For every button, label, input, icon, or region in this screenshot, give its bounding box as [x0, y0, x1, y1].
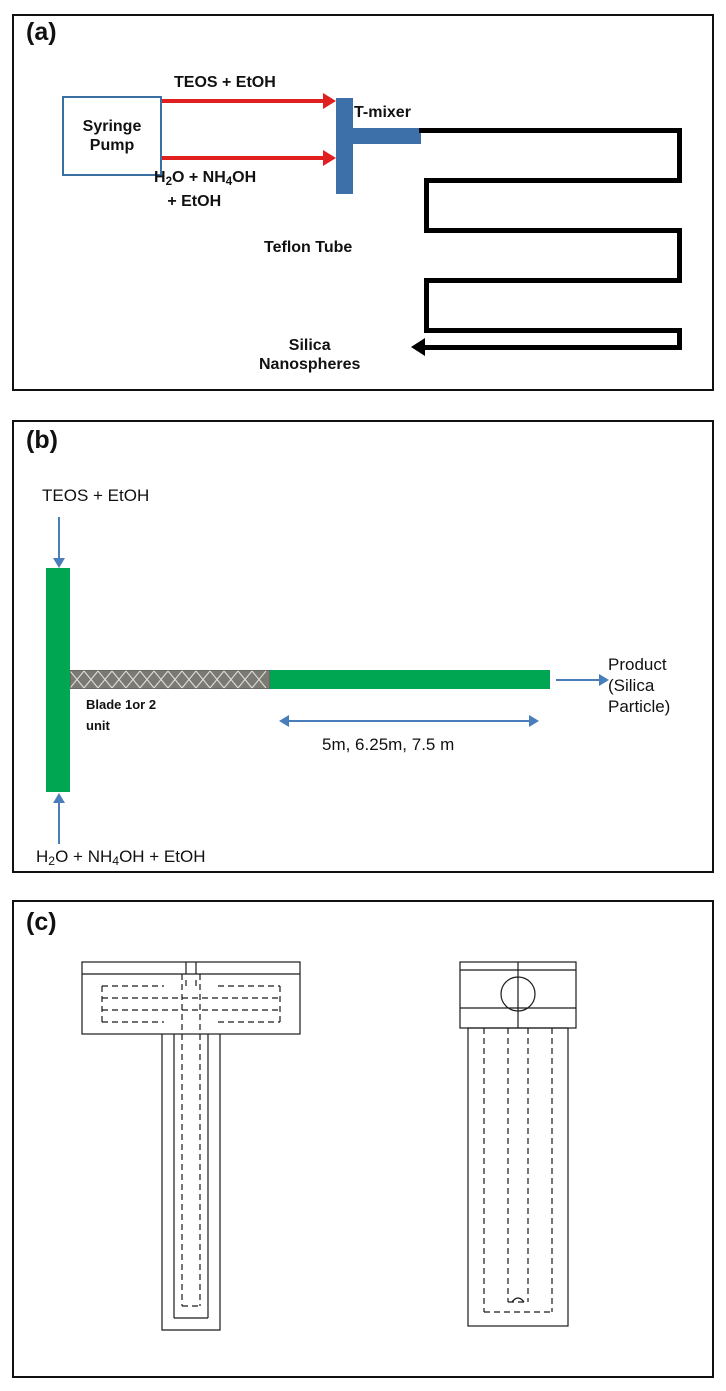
- tube-seg-2: [677, 128, 682, 183]
- water-stream-arrow: [162, 156, 325, 160]
- panel-c: [12, 900, 714, 1378]
- tube-seg-3: [424, 178, 682, 183]
- mixer-vertical-channel: [46, 568, 70, 792]
- t-mixer-engineering-drawing: [14, 902, 712, 1376]
- teflon-tube-label: Teflon Tube: [264, 239, 353, 256]
- t-mixer-label: T-mixer: [354, 104, 411, 121]
- silica-nanospheres-label: [259, 336, 360, 374]
- product-label-line3: Particle): [608, 697, 671, 716]
- syringe-pump-label-line2: Pump: [89, 137, 135, 154]
- tube-seg-5: [424, 228, 682, 233]
- tube-seg-4: [424, 178, 429, 233]
- silica-label-line2: Nanospheres: [259, 356, 361, 373]
- static-mixer-blades-icon: [70, 670, 270, 689]
- syringe-pump-label: [83, 117, 142, 155]
- panel-a: [12, 14, 714, 391]
- inlet-top-label: TEOS + EtOH: [42, 486, 150, 505]
- teos-stream-arrow: [162, 99, 325, 103]
- tube-seg-7: [424, 278, 682, 283]
- inlet-bottom-arrow: [58, 802, 60, 844]
- blade-unit-label: [86, 694, 156, 736]
- teos-stream-label: TEOS + EtOH: [174, 74, 276, 91]
- blade-label-line2: unit: [86, 718, 110, 733]
- tube-seg-6: [677, 228, 682, 283]
- blade-label-line1: Blade 1or 2: [86, 697, 157, 712]
- inlet-bottom-label: $H_2O + NH_4OH$ + EtOH: [36, 847, 206, 869]
- product-label-line1: Product: [608, 655, 667, 674]
- panel-a-label: (a): [26, 18, 57, 46]
- product-label: [608, 654, 670, 717]
- t-mixer-vertical: [336, 98, 353, 194]
- water-stream-label: $H_2O + NH_4OH$ + EtOH: [154, 169, 257, 210]
- product-arrow: [556, 679, 600, 681]
- tube-seg-8: [424, 278, 429, 333]
- panel-b: [12, 420, 714, 873]
- tube-length-label: 5m, 6.25m, 7.5 m: [322, 735, 455, 754]
- t-mixer-horizontal: [353, 128, 421, 144]
- inlet-top-arrow: [58, 517, 60, 559]
- silica-label-line1: Silica: [288, 337, 331, 354]
- product-outlet-arrow: [424, 345, 682, 350]
- syringe-pump-label-line1: Syringe: [82, 118, 142, 135]
- tube-seg-1: [419, 128, 682, 133]
- panel-c-label: (c): [26, 908, 57, 936]
- tube-seg-9: [424, 328, 682, 333]
- panel-b-label: (b): [26, 426, 58, 454]
- syringe-pump-box: [62, 96, 162, 176]
- tube-length-dimension-arrow: [288, 720, 530, 722]
- product-label-line2: (Silica: [608, 676, 655, 695]
